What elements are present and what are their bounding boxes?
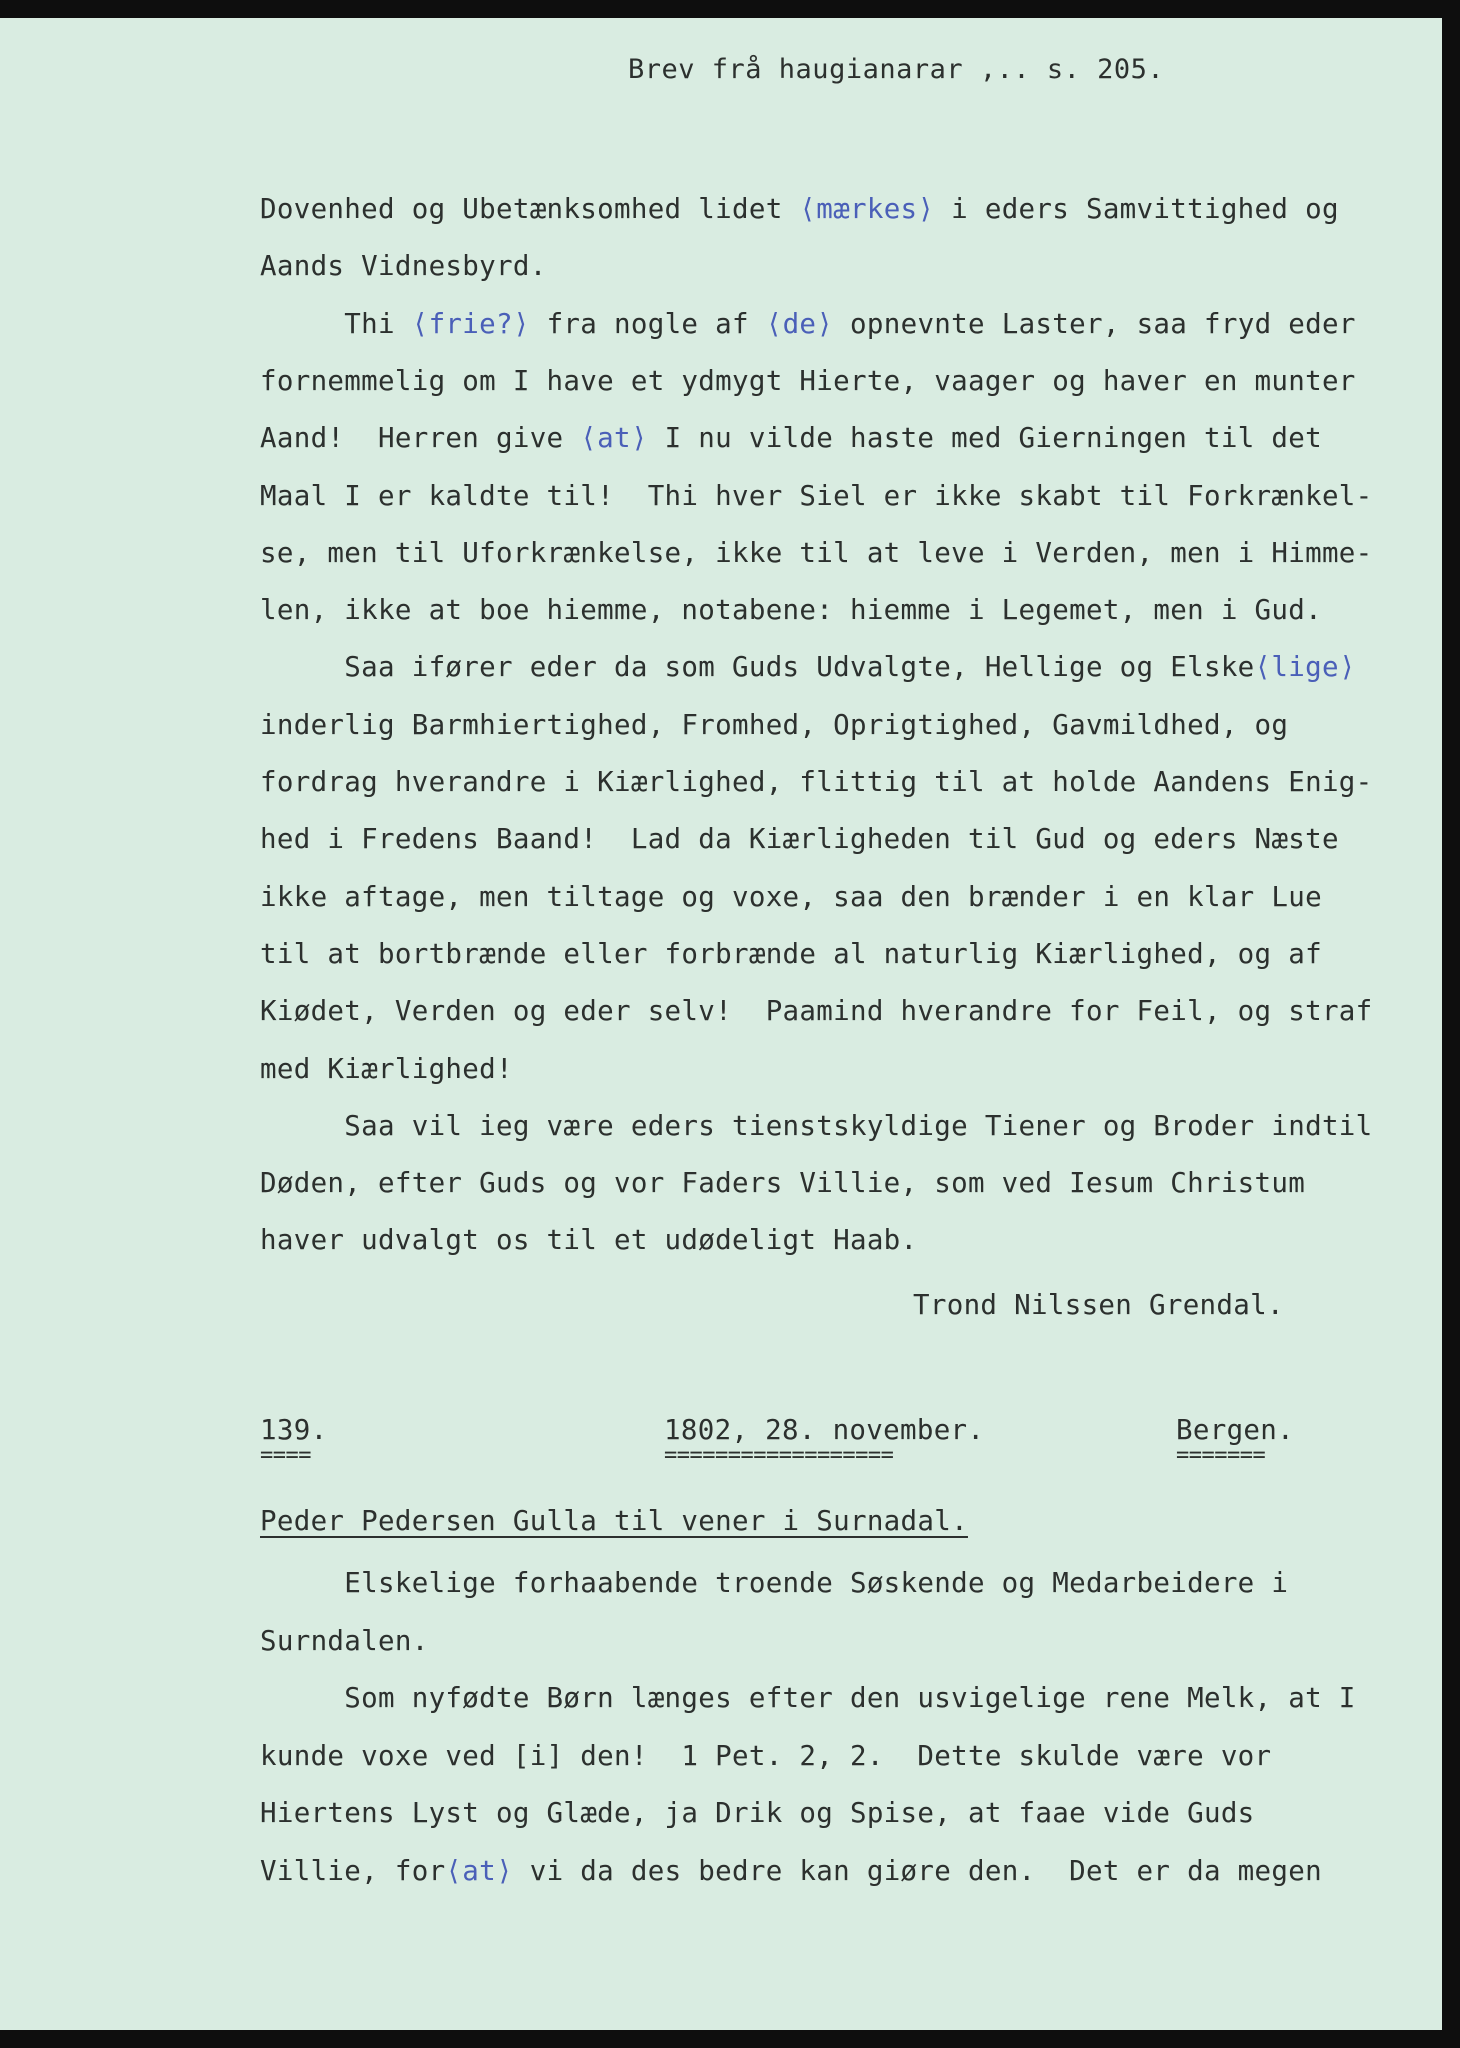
text-segment: Som nyfødte Børn længes efter den usvigelige rene Melk, at I	[260, 1682, 1356, 1714]
text-segment: hed i Fredens Baand! Lad da Kiærligheden til Gud og eders Næste	[260, 823, 1339, 856]
text-line	[260, 994, 1373, 1028]
editorial-insertion: ⟨de⟩	[765, 307, 834, 340]
text-segment: Dovenhed og Ubetænksomhed lidet	[260, 193, 800, 225]
text-segment: fra nogle af	[529, 307, 766, 340]
text-line	[260, 1109, 1373, 1143]
letter-number: 139.	[260, 1414, 328, 1446]
text-segment: Villie, for	[260, 1854, 446, 1887]
date-underline: ==================	[664, 1443, 894, 1468]
text-line	[260, 822, 1339, 856]
text-line	[260, 1566, 1288, 1600]
editorial-insertion: ⟨mærkes⟩	[799, 193, 935, 225]
letter-place: Bergen.	[1176, 1414, 1294, 1446]
text-line	[260, 593, 1322, 627]
text-line	[260, 1796, 1255, 1830]
text-line	[260, 1624, 429, 1658]
text-line	[260, 364, 1356, 398]
text-segment: ikke aftage, men tiltage og voxe, saa den brænder i en klar Lue	[260, 880, 1322, 913]
running-header: Brev frå haugianarar ,.. s. 205.	[628, 54, 1165, 85]
text-segment: Døden, efter Guds og vor Faders Villie, som ved Iesum Christum	[260, 1167, 1306, 1200]
text-segment: med Kiærlighed!	[260, 1052, 513, 1085]
text-segment: i eders Samvittighed og	[934, 193, 1339, 225]
text-line	[260, 1223, 917, 1257]
editorial-insertion: ⟨at⟩	[445, 1854, 513, 1887]
text-segment: fordrag hverandre i Kiærlighed, flittig til at holde Aandens Enig-	[260, 766, 1373, 798]
place-underline: =======	[1176, 1443, 1266, 1468]
text-segment: kunde voxe ved [i] den! 1 Pet. 2, 2. Dette skulde være vor	[260, 1739, 1272, 1772]
signature: Trond Nilssen Grendal.	[913, 1289, 1284, 1321]
text-segment: haver udvalgt os til et udødeligt Haab.	[260, 1224, 918, 1257]
text-segment: I nu vilde haste med Gierningen til det	[647, 422, 1322, 455]
text-segment: inderlig Barmhiertighed, Fromhed, Oprigtighed, Gavmildhed, og	[260, 708, 1289, 741]
text-segment: Saa vil ieg være eders tienstskyldige Tiener og Broder indtil	[260, 1109, 1373, 1142]
text-segment: Elskelige forhaabende troende Søskende og Medarbeidere i	[260, 1567, 1289, 1599]
text-line	[260, 1166, 1305, 1200]
editorial-insertion: ⟨frie?⟩	[411, 307, 530, 340]
text-line	[260, 708, 1288, 742]
editorial-insertion: ⟨at⟩	[580, 422, 648, 455]
text-line	[260, 1052, 513, 1086]
text-segment: opnevnte Laster, saa fryd eder	[833, 307, 1356, 340]
text-segment: Saa ifører eder da som Guds Udvalgte, Hellige og Elske	[260, 651, 1255, 684]
text-line	[260, 479, 1373, 513]
text-line	[260, 650, 1356, 684]
text-segment: til at bortbrænde eller forbrænde al naturlig Kiærlighed, og af	[260, 937, 1322, 970]
text-segment: se, men til Uforkrænkelse, ikke til at leve i Verden, men i Himme-	[260, 536, 1373, 569]
letter-date: 1802, 28. november.	[664, 1414, 985, 1446]
document-page	[0, 18, 1442, 2030]
text-segment: Hiertens Lyst og Glæde, ja Drik og Spise, at faae vide Guds	[260, 1797, 1255, 1829]
text-line	[260, 536, 1373, 570]
text-line	[260, 421, 1322, 455]
text-line	[260, 249, 547, 283]
number-underline: ====	[260, 1443, 311, 1468]
text-segment: Maal I er kaldte til! Thi hver Siel er ikke skabt til Forkrænkel-	[260, 479, 1373, 512]
letter-title: Peder Pedersen Gulla til vener i Surnadal.	[260, 1505, 968, 1537]
text-line	[260, 1681, 1356, 1715]
text-line	[260, 307, 1356, 341]
text-segment: Kiødet, Verden og eder selv! Paamind hverandre for Feil, og straf	[260, 995, 1373, 1028]
text-segment: vi da des bedre kan giøre den. Det er da megen	[512, 1854, 1322, 1887]
text-segment: len, ikke at boe hiemme, notabene: hiemme i Legemet, men i Gud.	[260, 594, 1322, 627]
text-segment: Surndalen.	[260, 1624, 429, 1657]
text-line	[260, 1739, 1271, 1773]
text-segment: fornemmelig om I have et ydmygt Hierte, vaager og haver en munter	[260, 364, 1356, 397]
text-line	[260, 765, 1373, 799]
text-line	[260, 880, 1322, 914]
text-segment: Aands Vidnesbyrd.	[260, 250, 547, 283]
editorial-insertion: ⟨lige⟩	[1254, 651, 1356, 684]
text-segment: Aand! Herren give	[260, 422, 581, 455]
text-line	[260, 937, 1322, 971]
text-segment: Thi	[260, 307, 412, 340]
text-line	[260, 192, 1339, 226]
text-line	[260, 1854, 1322, 1888]
